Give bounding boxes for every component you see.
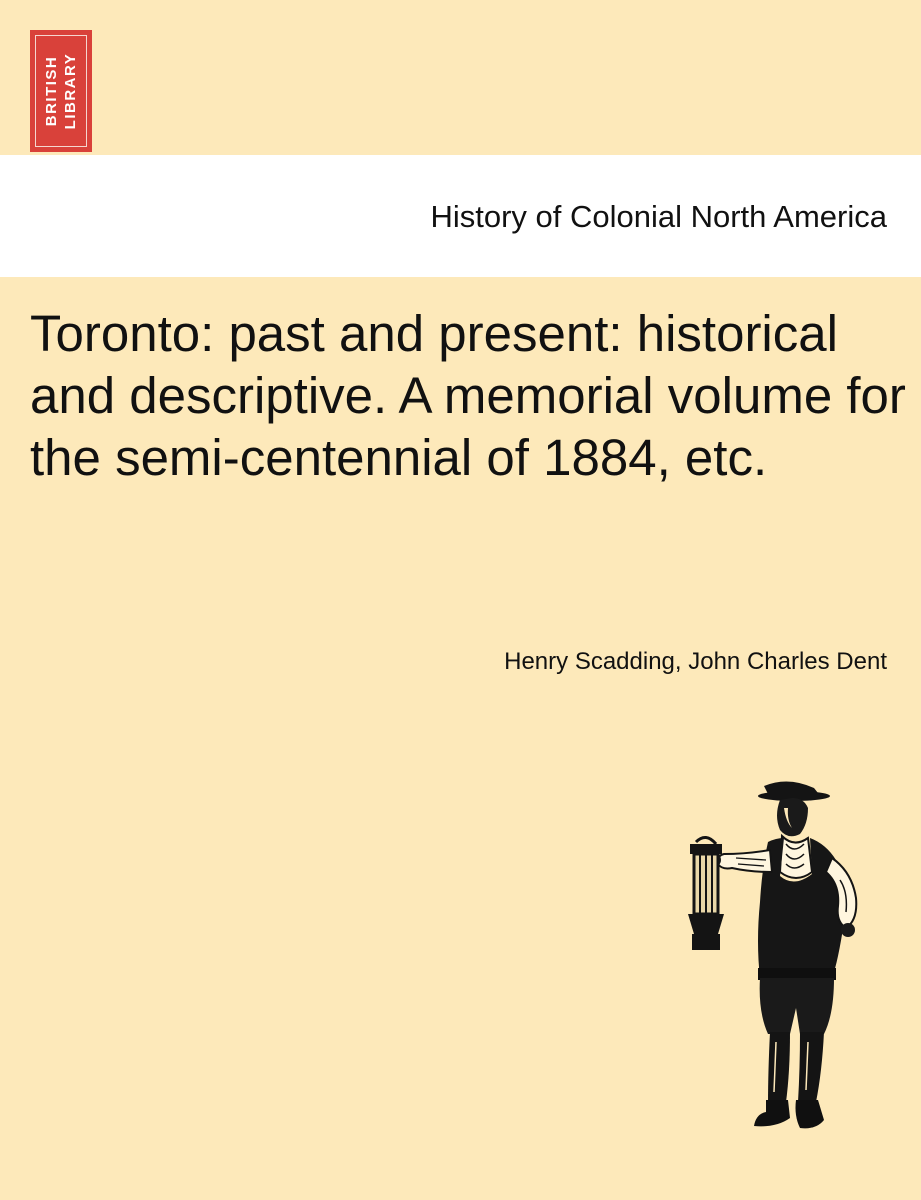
right-hand-shape xyxy=(841,923,855,937)
cravat-shape xyxy=(780,836,812,878)
logo-text xyxy=(37,37,85,145)
left-arm-shape xyxy=(718,850,772,872)
left-leg-shape xyxy=(768,1032,790,1104)
lantern-base xyxy=(688,914,724,934)
book-authors: Henry Scadding, John Charles Dent xyxy=(504,648,887,675)
series-band xyxy=(0,155,921,277)
lamplighter-figure-icon xyxy=(676,772,876,1142)
series-title: History of Colonial North America xyxy=(430,199,887,234)
british-library-logo xyxy=(30,30,92,152)
logo-line-british: BRITISH xyxy=(43,55,60,127)
lantern-foot xyxy=(692,934,720,950)
head-shape xyxy=(777,798,808,836)
right-leg-shape xyxy=(798,1032,824,1102)
right-shoe-shape xyxy=(796,1100,825,1128)
book-title: Toronto: past and present: historical and descriptive. A memorial volume for the semi-centennial of 1884, etc. xyxy=(30,305,906,486)
left-shoe-shape xyxy=(754,1100,790,1126)
logo-line-library: LIBRARY xyxy=(62,52,79,130)
breeches-shape xyxy=(760,978,834,1034)
lantern-handle xyxy=(696,837,716,844)
